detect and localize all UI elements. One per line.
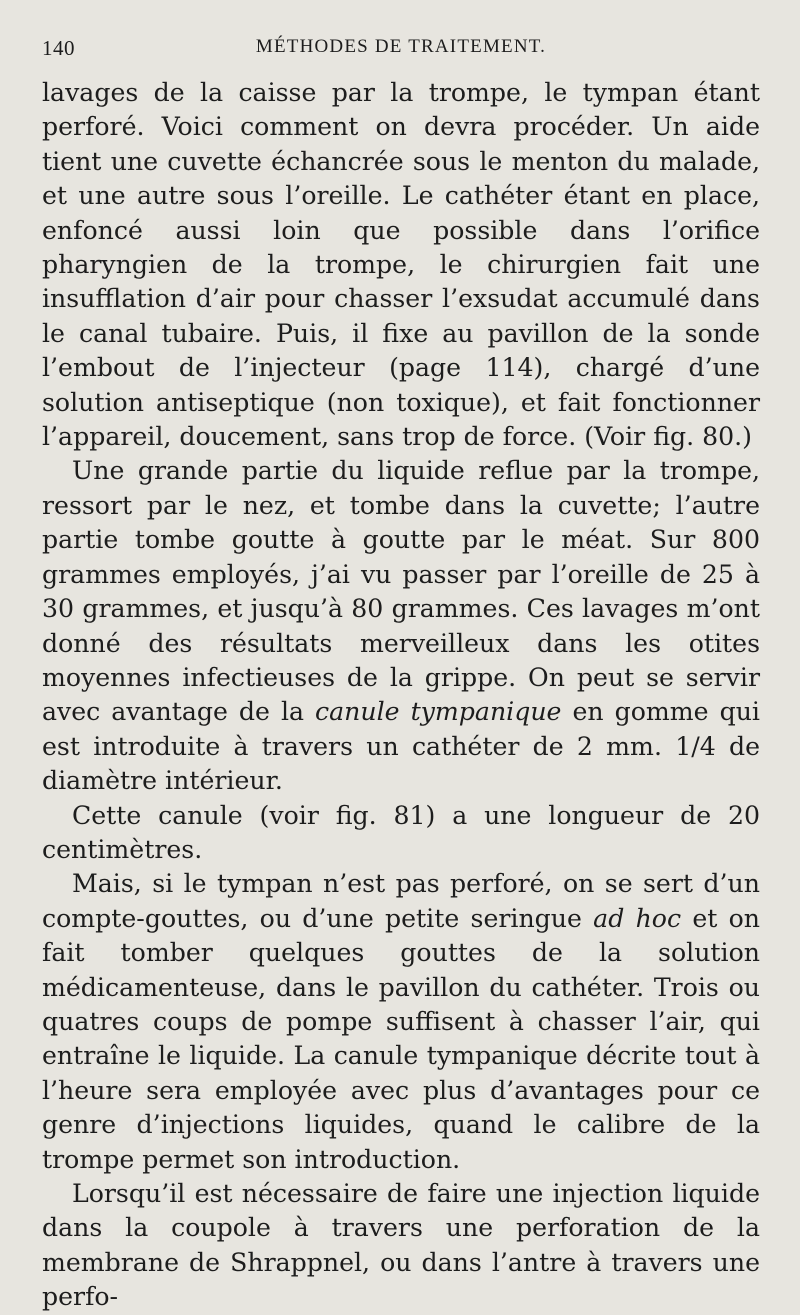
text-run: Cette canule (voir fig. 81) a une longueur de 20 centimètres.: [42, 800, 760, 864]
text-run: en gomme qui est introduite à travers un cathéter de 2 mm. 1/4 de diamètre intérieur.: [42, 697, 760, 796]
paragraph: [42, 454, 760, 798]
running-title: MÉTHODES DE TRAITEMENT.: [255, 36, 547, 57]
running-head: [42, 30, 760, 64]
text-run: Une grande partie du liquide reflue par la trompe, ressort par le nez, et tombe dans la cuvette; l’autre partie tombe goutte à goutte par le méat. Sur 800 grammes employés, j’ai vu passer par l’oreille de 25 à 30 grammes, et jusqu’à 80 grammes. Ces lavages m’ont donné des résultats merveilleux dans les otites moyennes infectieuses de la grippe. On peut se servir avec avantage de la: [42, 456, 760, 727]
paragraph: [42, 76, 760, 454]
page-number: 140: [42, 36, 75, 60]
body-text: [42, 76, 760, 1315]
paragraph: [42, 799, 760, 868]
text-run: et on fait tomber quelques gouttes de la solution médicamenteuse, dans le pavillon du cathéter. Trois ou quatres coups de pompe suffisent à chasser l’air, qui entraîne le liquide. La canule tympanique décrite tout à l’heure sera employée avec plus d’avantages pour ce genre d’injections liquides, quand le calibre de la trompe permet son introduction.: [42, 903, 760, 1174]
paragraph: [42, 1177, 760, 1315]
text-run: Lorsqu’il est nécessaire de faire une injection liquide dans la coupole à travers une perforation de la membrane de Shrappnel, ou dans l’antre à travers une perfo-: [42, 1179, 760, 1312]
text-run: lavages de la caisse par la trompe, le tympan étant perforé. Voici comment on devra procéder. Un aide tient une cuvette échancrée sous le menton du malade, et une autre sous l’oreille. Le cathéter étant en place, enfoncé aussi loin que possible dans l’orifice pharyngien de la trompe, le chirurgien fait une insufflation d’air pour chasser l’exsudat accumulé dans le canal tubaire. Puis, il fixe au pavillon de la sonde l’embout de l’injecteur (page 114), chargé d’une solution antiseptique (non toxique), et fait fonctionner l’appareil, doucement, sans trop de force. (Voir fig. 80.): [42, 78, 760, 452]
paragraph: [42, 867, 760, 1177]
text-run: Mais, si le tympan n’est pas perforé, on se sert d’un compte-gouttes, ou d’une petite seringue: [42, 869, 760, 933]
italic-run: ad hoc: [593, 903, 682, 933]
italic-run: canule tympanique: [315, 697, 562, 727]
